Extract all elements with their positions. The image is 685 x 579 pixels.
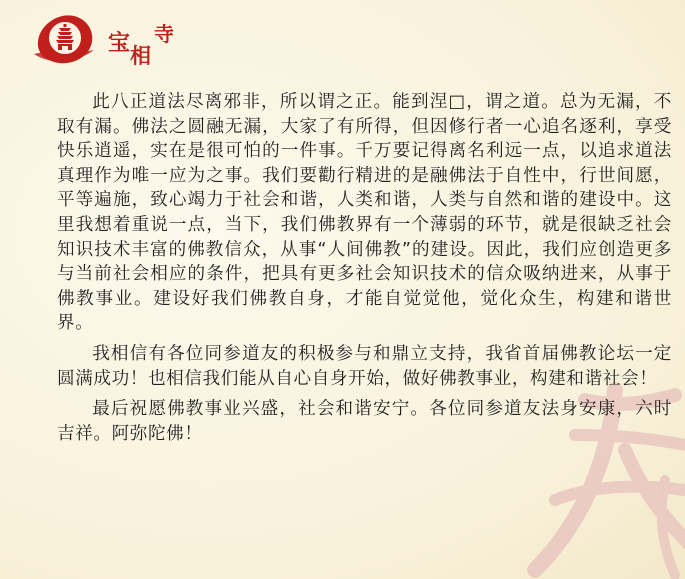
temple-seal-icon [34, 10, 96, 68]
paragraph: 此八正道法尽离邪非，所以谓之正。能到涅□，谓之道。总为无漏，不取有漏。佛法之圆融无漏，大家了有所得，但因修行者一心追名逐利，享受快乐逍遥，实在是很可怕的一件事。千万要记得离名利远一点，以追求道法真理作为唯一应为之事。我们要勸行精进的是融佛法于自性中，行世间愿，平等遍施，致心竭力于社会和谐，人类和谐，人类与自然和谐的建设中。这里我想着重说一点，当下，我们佛教界有一个薄弱的环节，就是很缺乏社会知识技术丰富的佛教信众，从事“人间佛教”的建设。因此，我们应创造更多与当前社会相应的条件，把具有更多社会知识技术的信众吸纳进来，从事于佛教事业。建设好我们佛教自身，才能自觉觉他，觉化众生，构建和谐世界。 [57, 92, 672, 334]
paragraph: 最后祝愿佛教事业兴盛，社会和谐安宁。各位同参道友法身安康，六时吉祥。阿弥陀佛！ [57, 399, 672, 444]
article-body [57, 90, 672, 452]
brand-char-1: 宝 [108, 30, 131, 56]
brand-char-2: 相 [130, 43, 151, 68]
brand-wordmark [108, 6, 218, 72]
brand-char-3: 寺 [154, 22, 174, 46]
header-logo [34, 6, 214, 72]
paragraph: 我相信有各位同参道友的积极参与和鼎立支持，我省首届佛教论坛一定圆满成功！也相信我们能从自心自身开始，做好佛教事业，构建和谐社会！ [57, 343, 672, 389]
